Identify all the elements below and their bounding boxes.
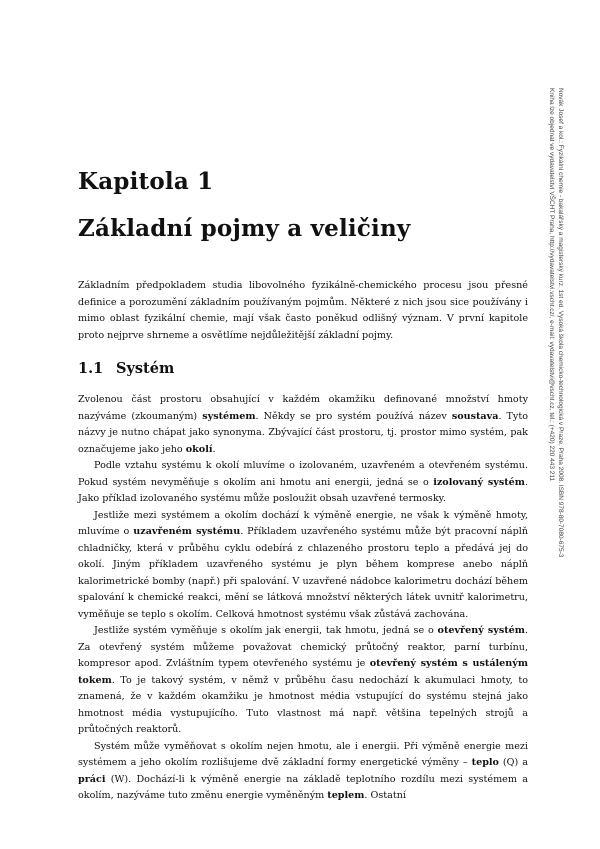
chapter-title: Základní pojmy a veličiny (78, 215, 411, 242)
paragraph-closed-system: Jestliže mezi systémem a okolím dochází k výměně energie, ne však k výměně hmoty, mluvíme o uzavřeném systému. Příkladem uzavřeného systému může být pracovní náplň chladničky, která v průběhu cyklu odebírá z chlazeného prostoru teplo a předává jej do okolí. Jiným příkladem uzavřeného systému je plyn během komprese anebo náplň kalorimetrické bomby (např.) při spalování. V uzavřené nádobce kalorimetru dochází během spalování k chemické reakci, mění se látková množství některých látek uvnitř kalorimetru, vyměňuje se teplo s okolím. Celková hmotnost systému však zůstává zachována. (78, 509, 529, 620)
term-open-system: otevřený systém (437, 625, 525, 636)
term-system: systémem (202, 410, 256, 422)
section-heading (78, 360, 174, 377)
order-info-line: Kniha lze objednat ve vydavatelství VŠCHT Praha, http://vydavatelstvi.vscht.cz/, e-mail: vydavatelstvi@vscht.cz, tel.: (+420) 220 443 211 (548, 88, 555, 482)
intro-paragraph: Základním předpokladem studia libovolného fyzikálně-chemického procesu jsou přesné definice a porozumění základním používaným pojmům. Některé z nich jsou sice používány i mimo oblast fyzikální chemie, mají však často poněkud odlišný význam. V první kapitole proto nejprve shrneme a osvětlíme nejdůležitější základní pojmy. (78, 280, 528, 341)
term-work: práci (78, 773, 106, 785)
paragraph-system-definition: Zvolenou část prostoru obsahující v každém okamžiku definované množství hmoty nazýváme (zkoumaným) systémem. Někdy se pro systém používá název soustava. Tyto názvy je nutno chápat jako synonyma. Zbývající část prostoru, tj. prostor mimo systém, pak označujeme jako jeho okolí. (78, 394, 528, 455)
paragraph-isolated-system: Podle vztahu systému k okolí mluvíme o izolovaném, uzavřeném a otevřeném systému. Pokud systém nevyměňuje s okolím ani hmotu ani energii, jedná se o izolovaný systém. Jako příklad izolovaného systému může posloužit obsah uzavřené termosky. (78, 460, 528, 504)
chapter-label: Kapitola 1 (78, 168, 214, 195)
term-okoli: okolí (185, 443, 213, 455)
side-citation-note (547, 88, 565, 618)
term-teplem: teplem (327, 790, 365, 801)
term-isolated-system: izolovaný systém (433, 476, 525, 488)
citation-line: Novák Josef a kol.: Fyzikální chemie - bakalářský a magisterský kurz. 1st ed. Vysoká škola chemicko-technologická v Praze, Praha 2008. ISBN 978-80-7080-675-3 (557, 88, 564, 558)
section-title: Systém (116, 360, 175, 377)
term-closed-system: uzavřeném systému (133, 526, 241, 537)
term-soustava: soustava (451, 410, 499, 422)
section-body (78, 392, 528, 805)
term-heat: teplo (471, 757, 499, 768)
paragraph-open-system: Jestliže systém vyměňuje s okolím jak energii, tak hmotu, jedná se o otevřený systém. Za otevřený systém můžeme považovat chemický průtočný reaktor, parní turbínu, kompresor apod. Zvláštním typem otevřeného systému je otevřený systém s ustáleným tokem. To je takový systém, v němž v průběhu času nedochází k akumulaci hmoty, to znamená, že v každém okamžiku je hmotnost média vstupující do systému stejná jako hmotnost média vystupujícího. Tuto vlastnost má např. většina tepelných strojů a průtočných reaktorů. (78, 625, 528, 735)
section-number: 1.1 (78, 360, 104, 377)
term-steady-flow-system: otevřený systém s ustáleným tokem (78, 658, 528, 686)
paragraph-energy-exchange: Systém může vyměňovat s okolím nejen hmotu, ale i energii. Při výměně energie mezi systémem a jeho okolím rozlišujeme dvě základní formy energetické výměny – teplo (Q) a práci (W). Dochází-li k výměně energie na základě teplotního rozdílu mezi systémem a okolím, nazýváme tuto změnu energie vyměněným teplem. Ostatní (78, 740, 528, 801)
